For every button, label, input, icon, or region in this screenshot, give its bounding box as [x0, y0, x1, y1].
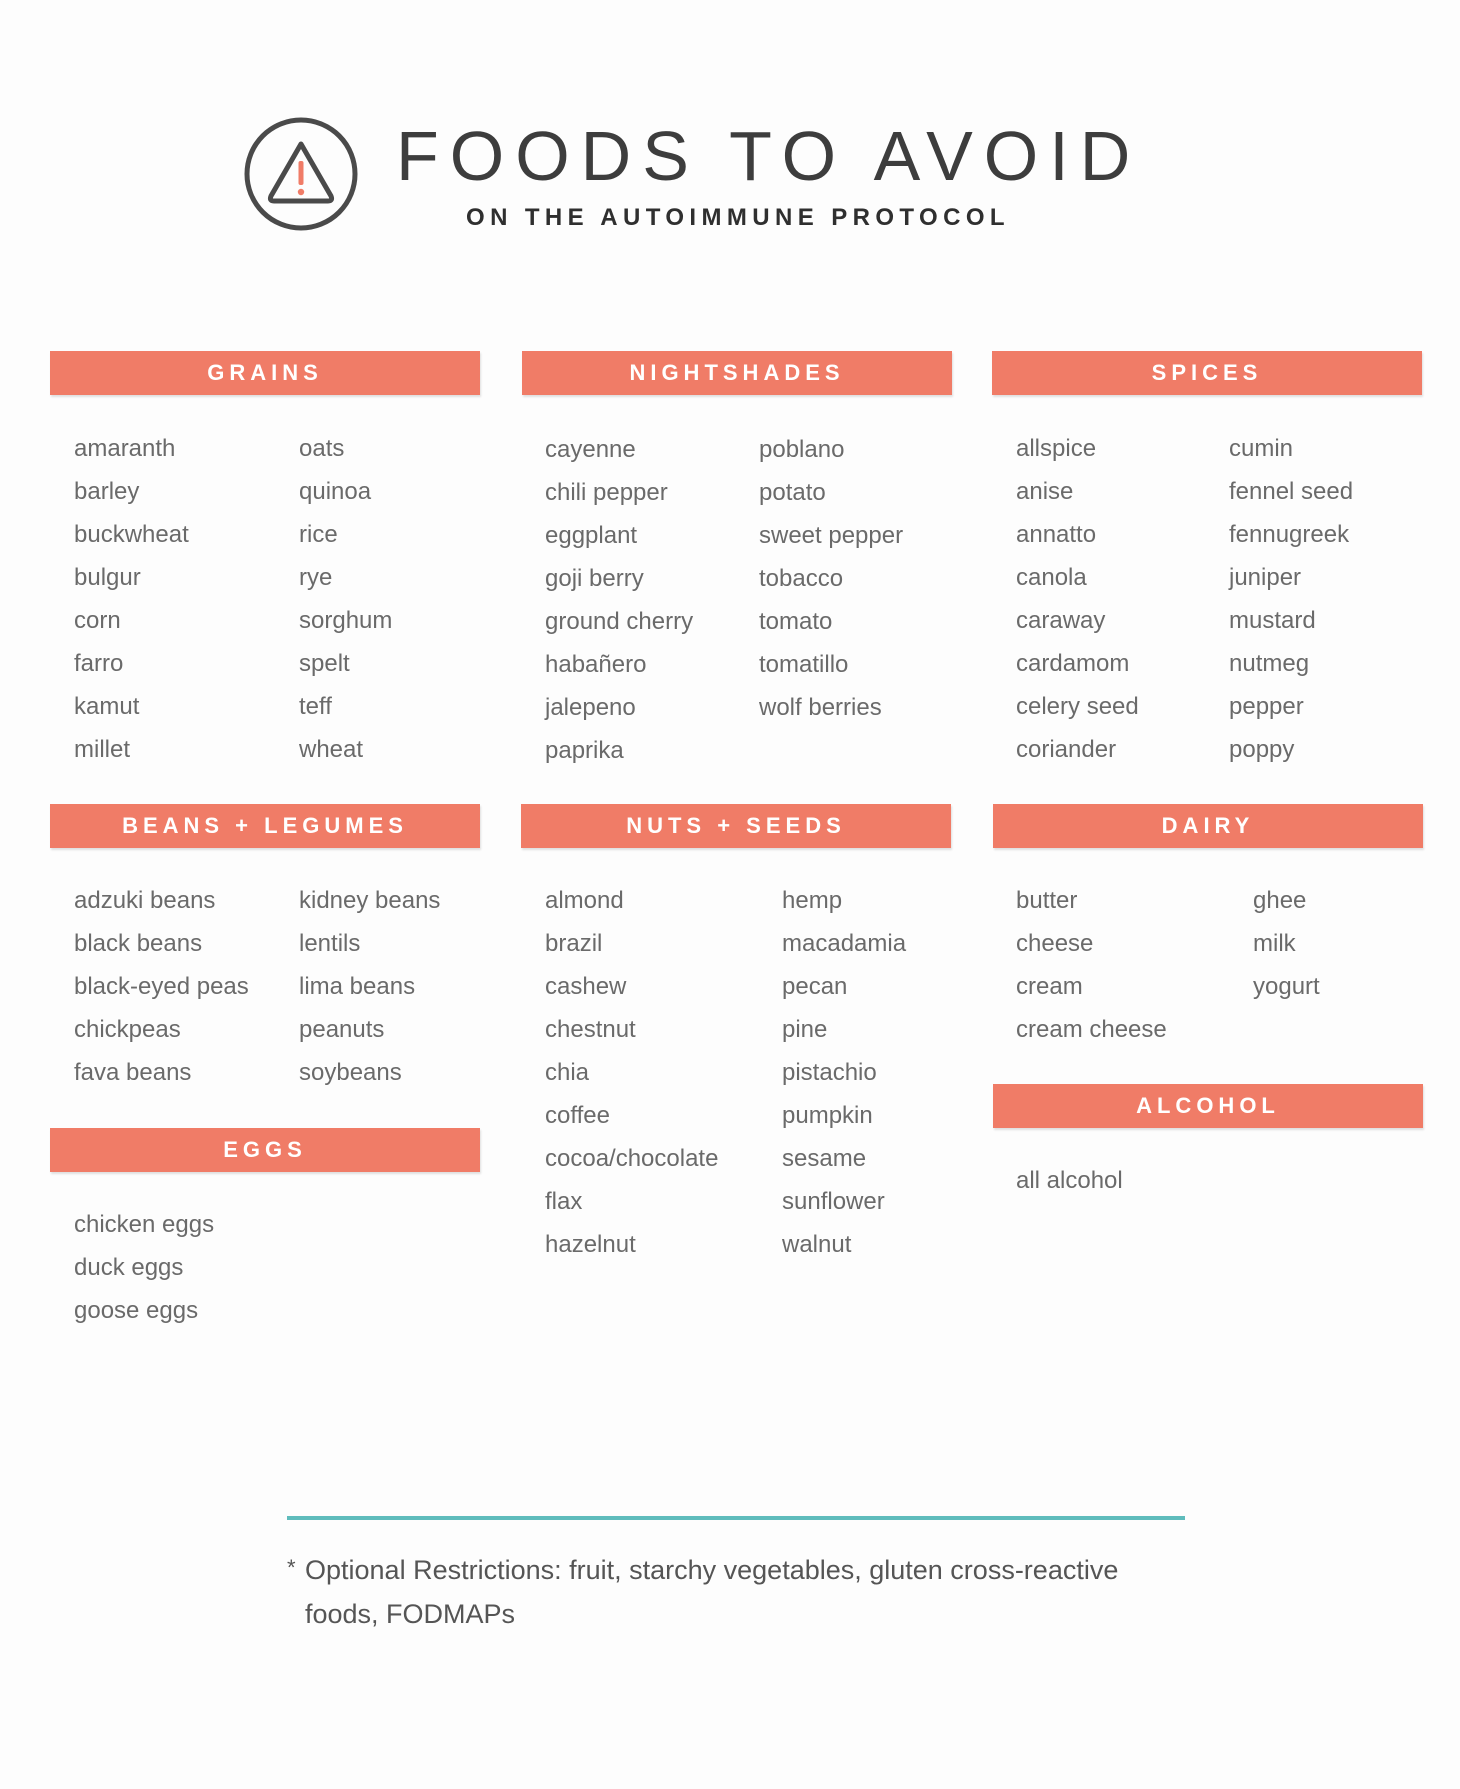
grains-col1 — [74, 427, 189, 771]
food-item: all alcohol — [1016, 1167, 1123, 1194]
footnote-asterisk: * — [287, 1555, 296, 1580]
food-item: almond — [545, 887, 624, 914]
food-item: cream — [1016, 973, 1083, 1000]
food-item: cheese — [1016, 930, 1094, 957]
food-item: coffee — [545, 1102, 610, 1129]
food-item: cream cheese — [1016, 1016, 1167, 1043]
spices-col2 — [1229, 427, 1353, 771]
food-item: pepper — [1229, 693, 1304, 720]
food-item: wolf berries — [759, 694, 882, 721]
food-item: allspice — [1016, 435, 1097, 462]
eggs-banner: EGGS — [50, 1128, 480, 1172]
food-item: teff — [299, 693, 332, 720]
page-subtitle: ON THE AUTOIMMUNE PROTOCOL — [466, 204, 1010, 231]
food-item: flax — [545, 1188, 583, 1215]
food-item: annatto — [1016, 521, 1097, 548]
food-item: quinoa — [299, 478, 372, 505]
food-item: yogurt — [1253, 973, 1320, 1000]
eggs-col1 — [74, 1203, 214, 1332]
food-item: chicken eggs — [74, 1211, 215, 1238]
food-item: amaranth — [74, 435, 176, 462]
warning-triangle-icon — [244, 117, 358, 231]
dairy-col1 — [1016, 879, 1167, 1051]
food-item: buckwheat — [74, 521, 189, 548]
nuts-col1 — [545, 879, 718, 1266]
food-item: tomatillo — [759, 651, 849, 678]
food-item: oats — [299, 435, 345, 462]
food-item: fennugreek — [1229, 521, 1350, 548]
food-item: pine — [782, 1016, 828, 1043]
nightshades-col1 — [545, 428, 693, 772]
food-item: caraway — [1016, 607, 1106, 634]
food-item: sesame — [782, 1145, 867, 1172]
food-item: chia — [545, 1059, 590, 1086]
food-item: rye — [299, 564, 333, 591]
food-item: celery seed — [1016, 693, 1139, 720]
nuts-seeds-banner: NUTS + SEEDS — [521, 804, 951, 848]
food-item: duck eggs — [74, 1254, 184, 1281]
food-item: soybeans — [299, 1059, 402, 1086]
food-item: kamut — [74, 693, 140, 720]
footer-divider — [287, 1516, 1185, 1520]
grains-banner: GRAINS — [50, 351, 480, 395]
food-item: poblano — [759, 436, 845, 463]
food-item: wheat — [299, 736, 364, 763]
food-item: rice — [299, 521, 338, 548]
food-item: lima beans — [299, 973, 416, 1000]
food-item: adzuki beans — [74, 887, 216, 914]
food-item: black-eyed peas — [74, 973, 249, 1000]
food-item: habañero — [545, 651, 647, 678]
food-item: chili pepper — [545, 479, 668, 506]
food-item: butter — [1016, 887, 1078, 914]
food-item: paprika — [545, 737, 624, 764]
food-item: corn — [74, 607, 121, 634]
grains-col2 — [299, 427, 392, 771]
optional-restrictions-text: Optional Restrictions: fruit, starchy vegetables, gluten cross-reactive foods, FODMAPs — [305, 1555, 1119, 1629]
food-item: farro — [74, 650, 124, 677]
food-item: goji berry — [545, 565, 644, 592]
food-item: tobacco — [759, 565, 844, 592]
food-item: cashew — [545, 973, 627, 1000]
food-item: cumin — [1229, 435, 1294, 462]
food-item: chestnut — [545, 1016, 636, 1043]
food-item: pumpkin — [782, 1102, 873, 1129]
alcohol-banner: ALCOHOL — [993, 1084, 1423, 1128]
food-item: peanuts — [299, 1016, 385, 1043]
dairy-col2 — [1253, 879, 1320, 1008]
page-title: FOODS TO AVOID — [396, 117, 1142, 195]
spices-banner: SPICES — [992, 351, 1422, 395]
food-item: chickpeas — [74, 1016, 181, 1043]
alcohol-col1 — [1016, 1159, 1123, 1202]
food-item: hazelnut — [545, 1231, 636, 1258]
food-item: ghee — [1253, 887, 1307, 914]
food-item: brazil — [545, 930, 603, 957]
food-item: juniper — [1229, 564, 1302, 591]
food-item: poppy — [1229, 736, 1295, 763]
food-item: hemp — [782, 887, 843, 914]
food-item: millet — [74, 736, 131, 763]
food-item: cocoa/chocolate — [545, 1145, 719, 1172]
nightshades-col2 — [759, 428, 903, 729]
nightshades-banner: NIGHTSHADES — [522, 351, 952, 395]
food-item: spelt — [299, 650, 350, 677]
food-item: jalepeno — [545, 694, 636, 721]
food-item: sweet pepper — [759, 522, 904, 549]
nuts-col2 — [782, 879, 906, 1266]
food-item: cardamom — [1016, 650, 1130, 677]
dairy-banner: DAIRY — [993, 804, 1423, 848]
food-item: milk — [1253, 930, 1296, 957]
food-item: kidney beans — [299, 887, 441, 914]
food-item: sunflower — [782, 1188, 885, 1215]
food-item: coriander — [1016, 736, 1117, 763]
beans-col2 — [299, 879, 440, 1094]
optional-restrictions-note — [287, 1548, 1187, 1636]
food-item: macadamia — [782, 930, 907, 957]
food-item: walnut — [782, 1231, 852, 1258]
food-item: tomato — [759, 608, 833, 635]
food-item: lentils — [299, 930, 361, 957]
food-item: pecan — [782, 973, 848, 1000]
food-item: eggplant — [545, 522, 638, 549]
food-item: potato — [759, 479, 826, 506]
food-item: anise — [1016, 478, 1074, 505]
food-item: sorghum — [299, 607, 393, 634]
food-item: pistachio — [782, 1059, 877, 1086]
food-item: bulgur — [74, 564, 141, 591]
food-item: black beans — [74, 930, 203, 957]
food-item: nutmeg — [1229, 650, 1310, 677]
food-item: ground cherry — [545, 608, 694, 635]
beans-legumes-banner: BEANS + LEGUMES — [50, 804, 480, 848]
page-header — [0, 0, 1460, 260]
food-item: goose eggs — [74, 1297, 199, 1324]
food-item: canola — [1016, 564, 1087, 591]
food-item: cayenne — [545, 436, 636, 463]
beans-col1 — [74, 879, 249, 1094]
food-item: mustard — [1229, 607, 1316, 634]
food-item: fennel seed — [1229, 478, 1354, 505]
spices-col1 — [1016, 427, 1139, 771]
food-item: fava beans — [74, 1059, 192, 1086]
food-item: barley — [74, 478, 140, 505]
